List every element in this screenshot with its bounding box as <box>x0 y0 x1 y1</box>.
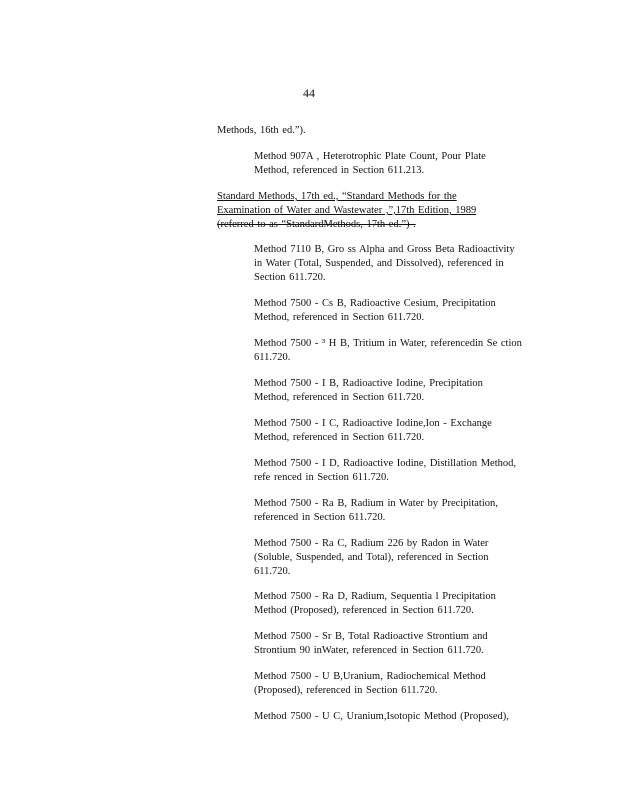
text-line: Method 7500 - I C, Radioactive Iodine,Ion - Exchange <box>254 418 492 429</box>
text-line: (referred to as “StandardMethods, 17th ed.”) . <box>217 219 416 230</box>
paragraph <box>217 124 507 138</box>
text-line: Method 7500 - Ra B, Radium in Water by Precipitation, <box>254 498 498 509</box>
text-line: referenced in Section 611.720. <box>254 512 386 523</box>
text-line: Standard Methods, 17th ed., “Standard Methods for the <box>217 191 457 202</box>
text-line: Method, referenced in Section 611.720. <box>254 312 425 323</box>
paragraph <box>254 337 536 365</box>
paragraph <box>217 190 507 232</box>
text-line: Method 7500 - Sr B, Total Radioactive Strontium and <box>254 631 488 642</box>
paragraph <box>254 417 536 445</box>
paragraph <box>254 377 536 405</box>
text-line: Method, referenced in Section 611.720. <box>254 392 425 403</box>
paragraph <box>254 710 536 724</box>
text-line: (Soluble, Suspended, and Total), referenced in Section <box>254 552 489 563</box>
text-line: Methods, 16th ed.”). <box>217 125 306 136</box>
text-line: (Proposed), referenced in Section 611.720. <box>254 685 438 696</box>
paragraph <box>254 497 536 525</box>
text-line: 611.720. <box>254 566 291 577</box>
text-line: Method 7500 - Cs B, Radioactive Cesium, Precipitation <box>254 298 496 309</box>
paragraph <box>254 670 536 698</box>
paragraph <box>254 150 536 178</box>
text-line: Method 7500 - I D, Radioactive Iodine, Distillation Method, <box>254 458 516 469</box>
text-line: Method 7500 - ³ H B, Tritium in Water, referencedin Se ction <box>254 338 522 349</box>
paragraph <box>254 297 536 325</box>
text-line: Examination of Water and Wastewater ,”,17th Edition, 1989 <box>217 205 477 216</box>
paragraph <box>254 243 536 285</box>
text-line: Method (Proposed), referenced in Section 611.720. <box>254 605 474 616</box>
text-line: Method, referenced in Section 611.720. <box>254 432 425 443</box>
text-line: Method, referenced in Section 611.213. <box>254 165 425 176</box>
paragraph <box>254 630 536 658</box>
text-line: Method 7500 - Ra D, Radium, Sequentia l Precipitation <box>254 591 496 602</box>
text-line: 611.720. <box>254 352 291 363</box>
text-line: Method 907A , Heterotrophic Plate Count, Pour Plate <box>254 151 486 162</box>
text-line: Method 7500 - U B,Uranium, Radiochemical Method <box>254 671 486 682</box>
text-line: Method 7500 - I B, Radioactive Iodine, Precipitation <box>254 378 483 389</box>
text-line: Method 7110 B, Gro ss Alpha and Gross Beta Radioactivity <box>254 244 515 255</box>
text-line: Method 7500 - Ra C, Radium 226 by Radon in Water <box>254 538 489 549</box>
text-line: in Water (Total, Suspended, and Dissolved), referenced in <box>254 258 504 269</box>
text-line: Method 7500 - U C, Uranium,Isotopic Method (Proposed), <box>254 711 509 722</box>
text-line: refe renced in Section 611.720. <box>254 472 389 483</box>
paragraph <box>254 590 536 618</box>
page-number: 44 <box>303 86 315 100</box>
text-line: Section 611.720. <box>254 272 326 283</box>
paragraph <box>254 537 536 579</box>
paragraph <box>254 457 536 485</box>
text-line: Strontium 90 inWater, referenced in Section 611.720. <box>254 645 484 656</box>
